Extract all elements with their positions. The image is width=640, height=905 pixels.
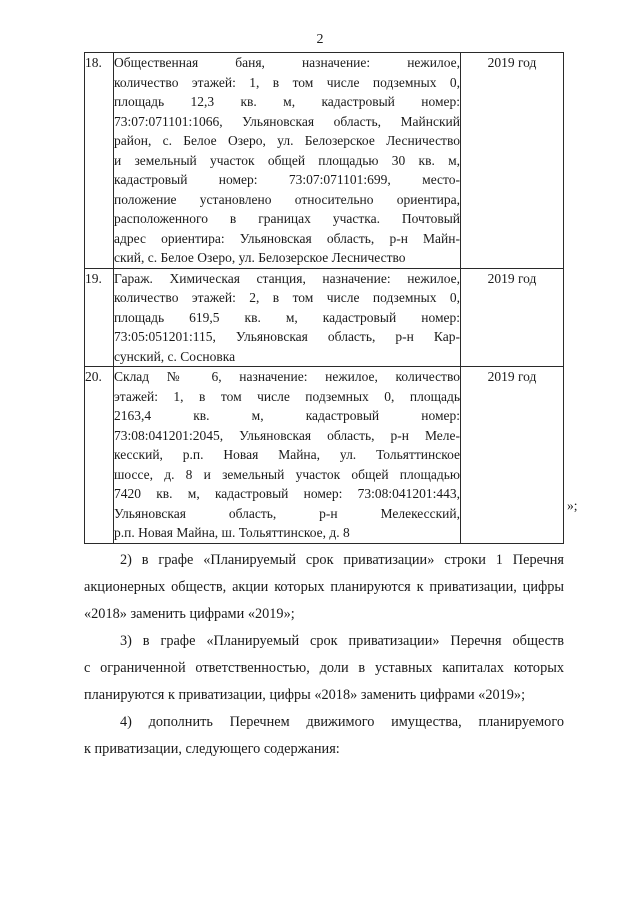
description-line: 2163,4 кв. м, кадастровый номер: xyxy=(114,408,460,423)
property-description xyxy=(114,367,461,544)
paragraph-item-3 xyxy=(84,628,564,709)
property-description xyxy=(114,268,461,367)
row-number: 20. xyxy=(85,367,114,544)
table-row xyxy=(85,367,564,544)
description-line: Склад № 6, назначение: нежилое, количество xyxy=(114,369,460,384)
privatization-year: 2019 год xyxy=(461,268,564,367)
description-line: этажей: 1, в том числе подземных 0, площадь xyxy=(114,388,460,404)
closing-quote: »; xyxy=(567,498,578,513)
paragraph-line: 2) в графе «Планируемый срок приватизации» строки 1 Перечня xyxy=(120,552,564,568)
property-description xyxy=(114,53,461,269)
property-table xyxy=(84,52,564,544)
paragraph-line: 4) дополнить Перечнем движимого имущества, планируемого xyxy=(120,714,564,730)
paragraph-line: 3) в графе «Планируемый срок приватизации» Перечня обществ xyxy=(120,633,564,649)
privatization-year: 2019 год xyxy=(461,53,564,269)
paragraph-line: к приватизации, следующего содержания: xyxy=(84,741,340,757)
description-line: количество этажей: 1, в том числе подземных 0, xyxy=(114,74,460,90)
description-line: количество этажей: 2, в том числе подземных 0, xyxy=(114,290,460,305)
description-line: 73:08:041201:2045, Ульяновская область, р-н Меле- xyxy=(114,427,460,443)
description-line: 73:05:051201:115, Ульяновская область, р-н Кар- xyxy=(114,329,460,344)
paragraph-line: планируются к приватизации, цифры «2018» заменить цифрами «2019»; xyxy=(84,687,526,703)
description-line: адрес ориентира: Ульяновская область, р-н Майн- xyxy=(114,230,460,246)
description-line: кесский, р.п. Новая Майна, ул. Тольяттинское xyxy=(114,447,460,462)
description-line: расположенного в границах участка. Почтовый xyxy=(114,211,460,226)
paragraph-item-4 xyxy=(84,709,564,763)
description-line: сунский, с. Сосновка xyxy=(114,348,236,364)
description-line: площадь 619,5 кв. м, кадастровый номер: xyxy=(114,309,460,325)
description-line: 73:07:071101:1066, Ульяновская область, Майнский xyxy=(114,113,460,129)
paragraph-line: «2018» заменить цифрами «2019»; xyxy=(84,606,295,622)
row-number: 18. xyxy=(85,53,114,269)
privatization-year: 2019 год xyxy=(461,367,564,544)
description-line: площадь 12,3 кв. м, кадастровый номер: xyxy=(114,94,460,109)
description-line: Гараж. Химическая станция, назначение: нежилое, xyxy=(114,270,460,286)
paragraph-line: акционерных обществ, акции которых планируются к приватизации, цифры xyxy=(84,579,564,595)
row-number: 19. xyxy=(85,268,114,367)
paragraph-line: с ограниченной ответственностью, доли в уставных капиталах которых xyxy=(84,660,564,676)
table-row xyxy=(85,268,564,367)
paragraph-item-2 xyxy=(84,547,564,628)
description-line: р.п. Новая Майна, ш. Тольяттинское, д. 8 xyxy=(114,525,350,540)
description-line: и земельный участок общей площадью 30 кв. м, xyxy=(114,152,460,168)
page-number: 2 xyxy=(316,32,324,47)
description-line: шоссе, д. 8 и земельный участок общей площадью xyxy=(114,466,460,482)
description-line: район, с. Белое Озеро, ул. Белозерское Лесничество xyxy=(114,133,460,148)
description-line: Ульяновская область, р-н Мелекесский, xyxy=(114,505,460,521)
description-line: ский, с. Белое Озеро, ул. Белозерское Лесничество xyxy=(114,250,406,265)
table-row xyxy=(85,53,564,269)
description-line: положение установлено относительно ориентира, xyxy=(114,191,460,207)
description-line: Общественная баня, назначение: нежилое, xyxy=(114,55,460,70)
description-line: кадастровый номер: 73:07:071101:699, место- xyxy=(114,172,460,187)
description-line: 7420 кв. м, кадастровый номер: 73:08:041201:443, xyxy=(114,486,460,501)
